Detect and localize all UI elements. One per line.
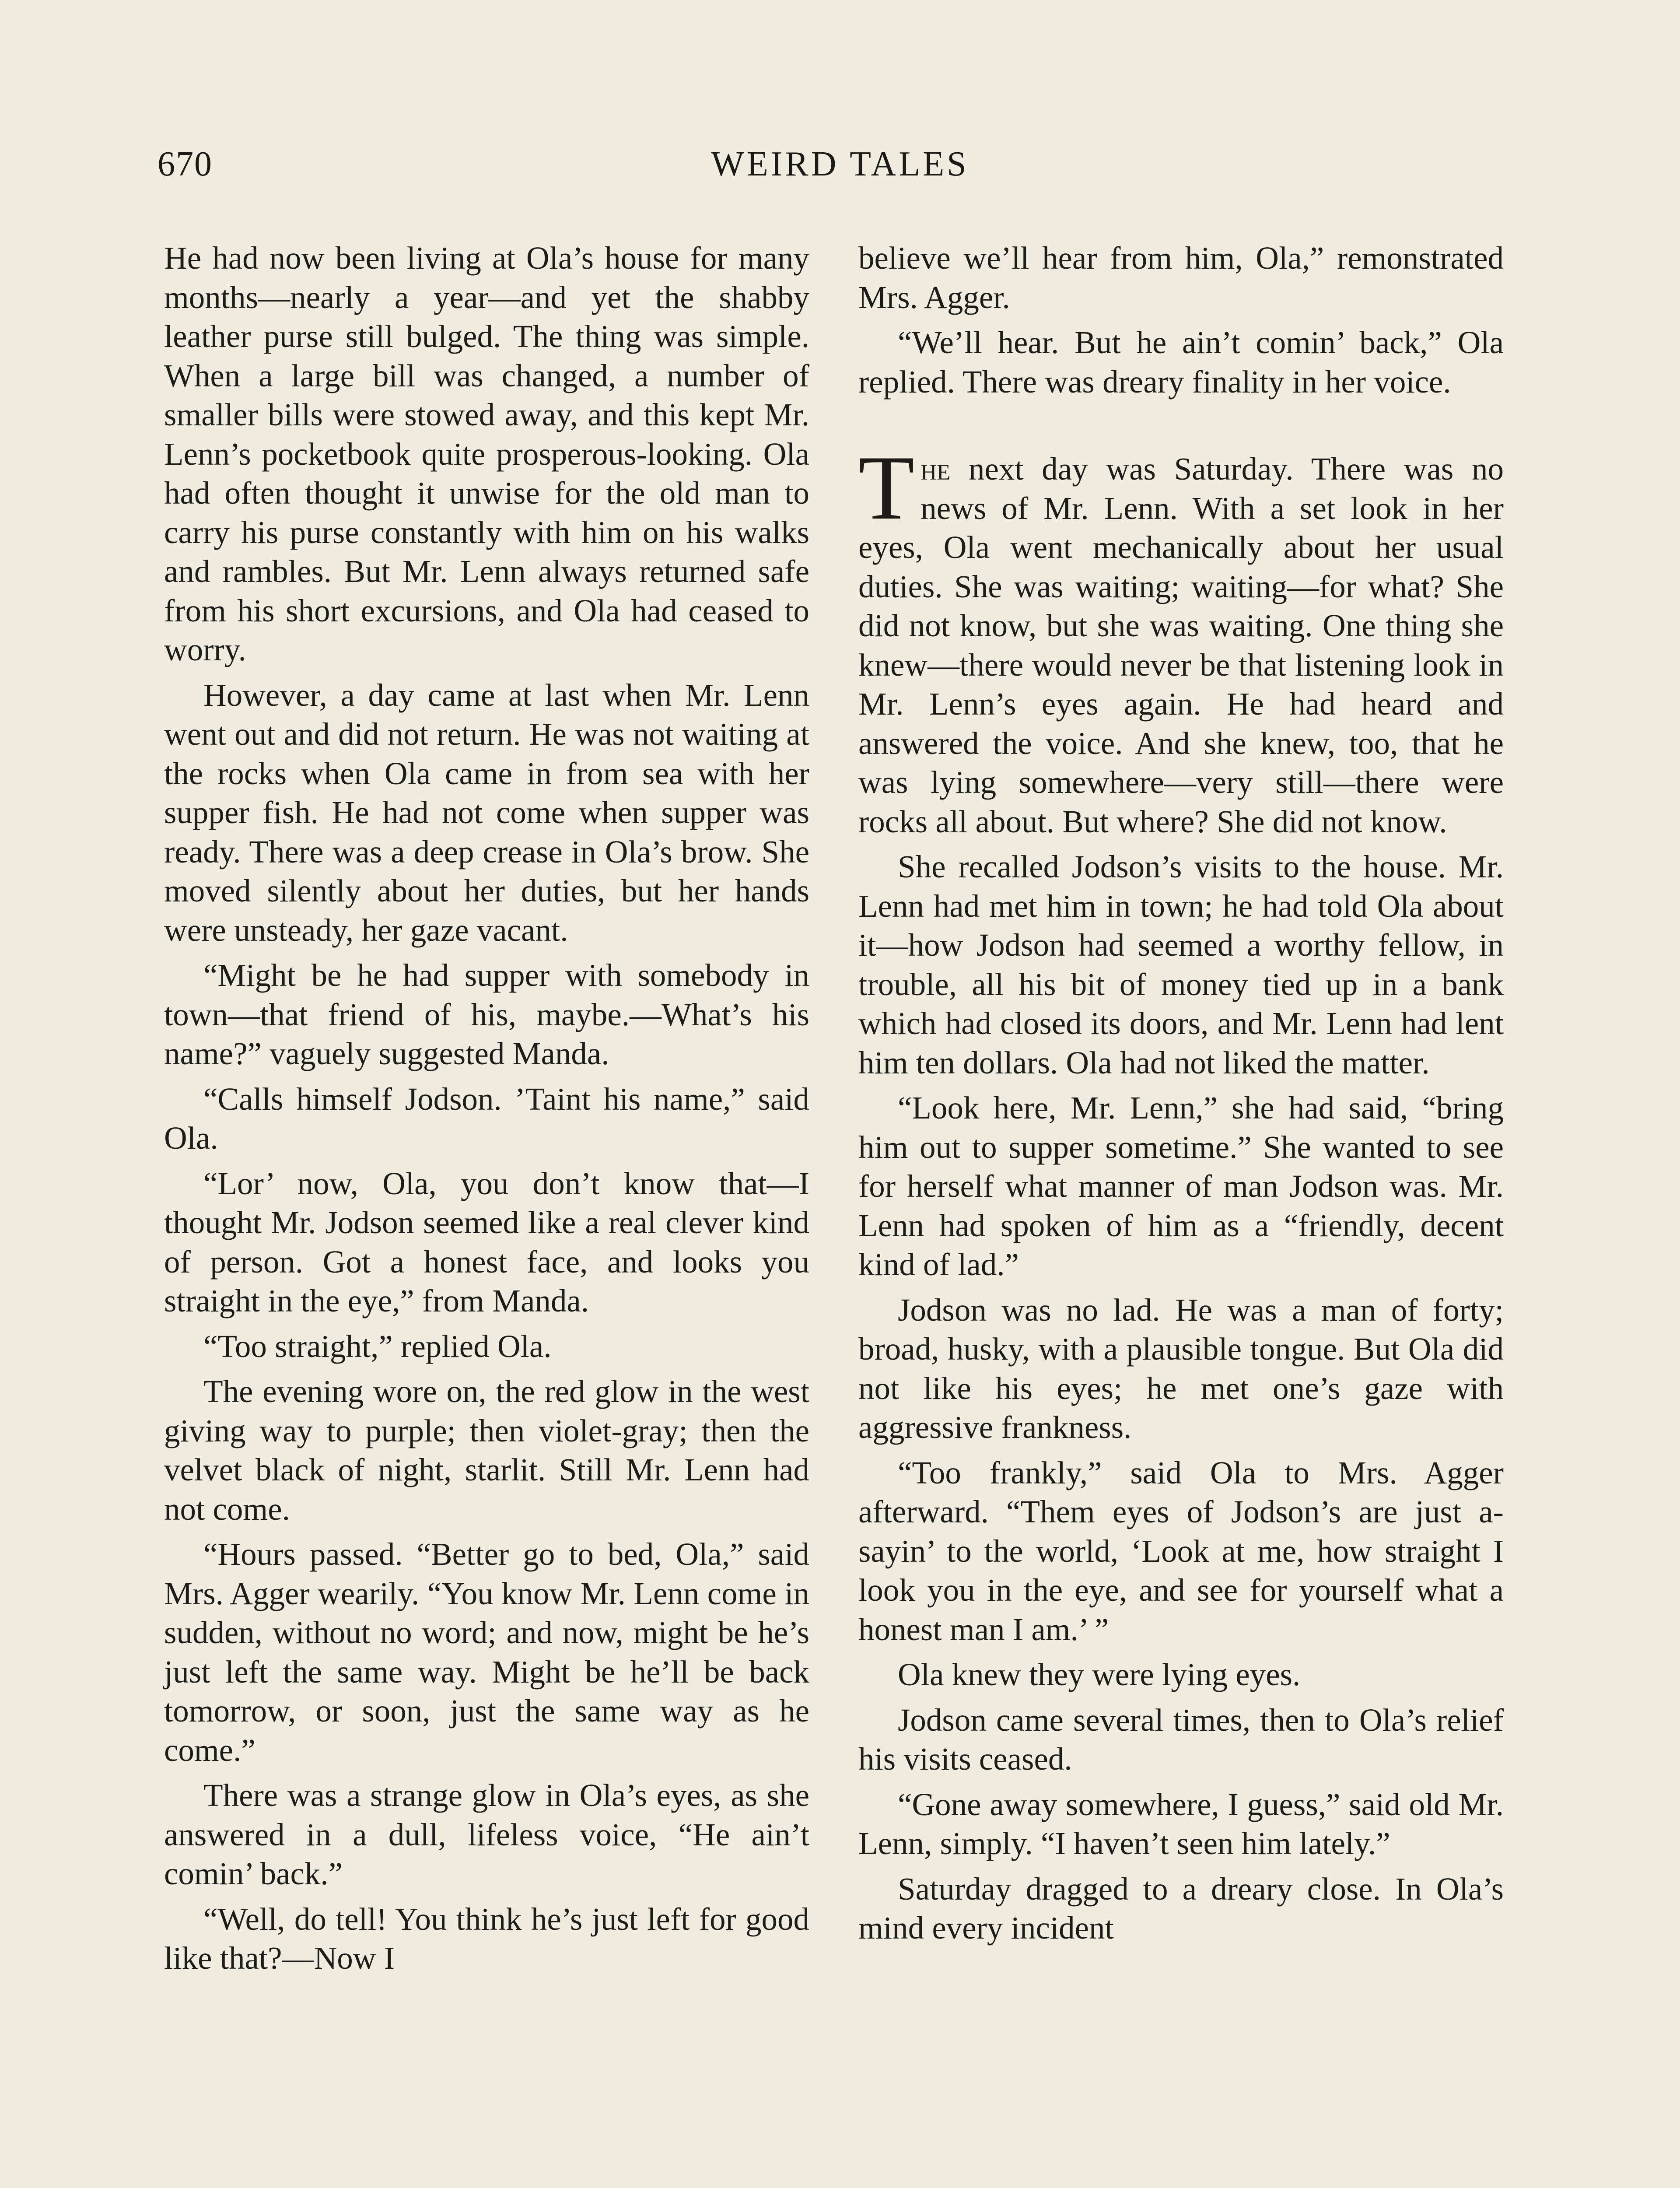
paragraph: “Look here, Mr. Lenn,” she had said, “bring him out to supper sometime.” She wanted to see for herself what manner of man Jodson was. Mr. Lenn had spoken of him as a “friendly, decent kind of lad.” [858, 1090, 1504, 1282]
paragraph: He had now been living at Ola’s house for many months—nearly a year—and yet the shabby leather purse still bulged. The thing was simple. When a large bill was changed, a number of smaller bills were stowed away, and this kept Mr. Lenn’s pocketbook quite prosperous-looking. Ola had often thought it unwise for the old man to carry his purse constantly with him on his walks and rambles. But Mr. Lenn always returned safe from his short excursions, and Ola had ceased to worry. [164, 240, 809, 667]
paragraph: “Hours passed. “Better go to bed, Ola,” said Mrs. Agger wearily. “You know Mr. Lenn come in sudden, without no word; and now, might be he’s just left the same way. Might be he’ll be back tomorrow, or soon, just the same way as he come.” [164, 1536, 809, 1768]
paragraph: “Calls himself Jodson. ’Taint his name,” said Ola. [164, 1081, 809, 1156]
paragraph: The evening wore on, the red glow in the west giving way to purple; then violet-gray; then the velvet black of night, starlit. Still Mr. Lenn had not come. [164, 1374, 809, 1527]
paragraph: “Too straight,” replied Ola. [203, 1328, 552, 1364]
section-opening-paragraph [858, 437, 1504, 841]
paragraph: Jodson came several times, then to Ola’s relief his visits ceased. [858, 1702, 1504, 1777]
paragraph: “Lor’ now, Ola, you don’t know that—I thought Mr. Jodson seemed like a real clever kind of person. Got a honest face, and looks you straight in the eye,” from Manda. [164, 1165, 809, 1318]
drop-cap: T [858, 437, 915, 539]
left-column [164, 238, 809, 1984]
running-title: WEIRD TALES [711, 145, 969, 183]
paragraph: There was a strange glow in Ola’s eyes, as she answered in a dull, lifeless voice, “He ain’t comin’ back.” [164, 1778, 809, 1891]
paragraph: “Well, do tell! You think he’s just left for good like that?—Now I [164, 1901, 809, 1976]
paragraph: She recalled Jodson’s visits to the house. Mr. Lenn had met him in town; he had told Ola about it—how Jodson had seemed a worthy fellow, in trouble, all his bit of money tied up in a bank which had closed its doors, and Mr. Lenn had lent him ten dollars. Ola had not liked the matter. [858, 849, 1504, 1080]
paragraph: “Gone away somewhere, I guess,” said old Mr. Lenn, simply. “I haven’t seen him lately.” [858, 1786, 1504, 1861]
paragraph: “Might be he had supper with somebody in town—that friend of his, maybe.—What’s his name?” vaguely suggested Manda. [164, 957, 809, 1071]
paragraph: “Too frankly,” said Ola to Mrs. Agger afterward. “Them eyes of Jodson’s are just a-sayin’ to the world, ‘Look at me, how straight I look you in the eye, and see for yourself what a honest man I am.’ ” [858, 1455, 1504, 1647]
page-number: 670 [158, 145, 213, 183]
page-header [158, 144, 1522, 197]
paragraph: Jodson was no lad. He was a man of forty; broad, husky, with a plausible tongue. But Ola did not like his eyes; he met one’s gaze with aggressive frankness. [858, 1292, 1504, 1445]
small-caps-lead: he [920, 451, 951, 487]
paragraph: Ola knew they were lying eyes. [898, 1657, 1301, 1692]
paragraph: Saturday dragged to a dreary close. In Ola’s mind every incident [858, 1871, 1504, 1946]
paragraph: “We’ll hear. But he ain’t comin’ back,” Ola replied. There was dreary finality in her voice. [858, 325, 1504, 400]
right-column [858, 238, 1504, 1954]
paragraph: However, a day came at last when Mr. Lenn went out and did not return. He was not waiting at the rocks when Ola came in from sea with her supper fish. He had not come when supper was ready. There was a deep crease in Ola’s brow. She moved silently about her duties, but her hands were unsteady, her gaze vacant. [164, 677, 809, 948]
section-text: next day was Saturday. There was no news of Mr. Lenn. With a set look in her eyes, Ola went mechanically about her usual duties. She was waiting; waiting—for what? She did not know, but she was waiting. One thing she knew—there would never be that listening look in Mr. Lenn’s eyes again. He had heard and answered the voice. And she knew, too, that he was lying somewhere—very still—there were rocks all about. But where? She did not know. [858, 451, 1504, 839]
paragraph: believe we’ll hear from him, Ola,” remonstrated Mrs. Agger. [858, 240, 1504, 315]
